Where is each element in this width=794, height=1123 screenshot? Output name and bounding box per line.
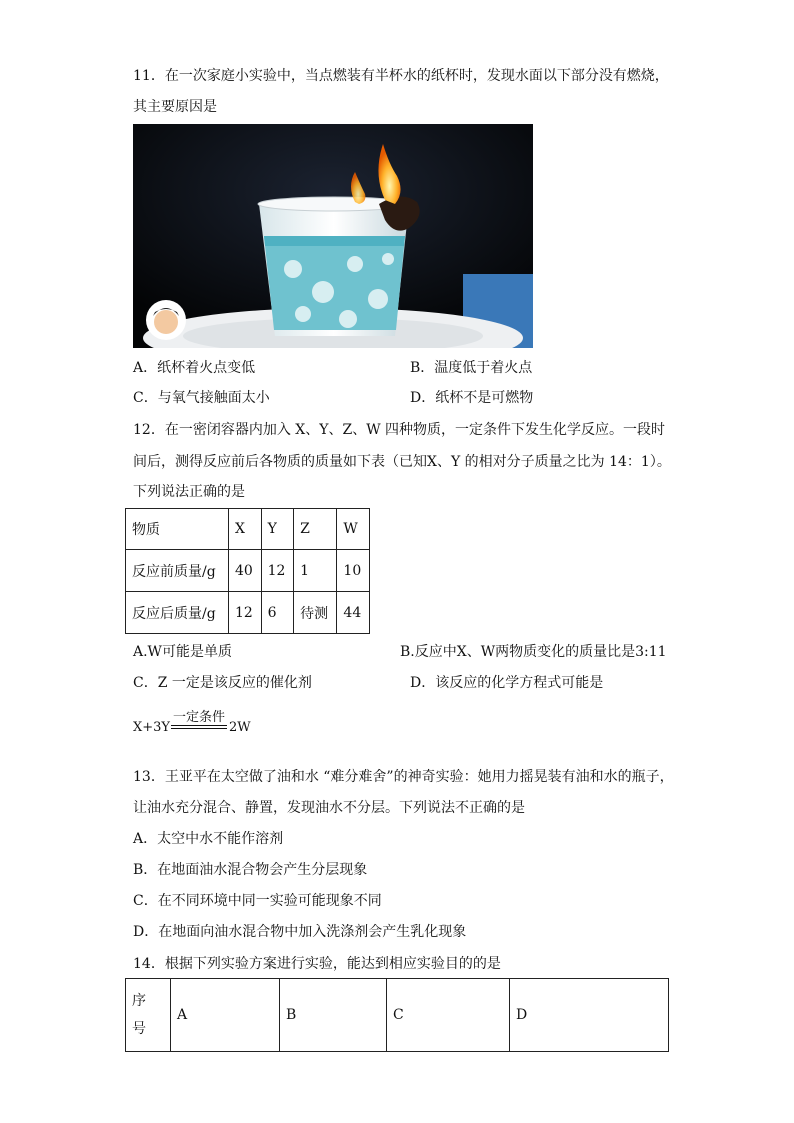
q13-option-b: B．在地面油水混合物会产生分层现象 — [133, 862, 368, 878]
reactants: X+3Y — [133, 720, 171, 735]
reaction-condition: 一定条件 — [173, 710, 226, 725]
serial-label-top: 序 — [132, 993, 146, 1009]
table-cell-serial — [126, 979, 171, 1052]
q12-stem-line2: 间后，测得反应前后各物质的质量如下表（已知X、Y 的相对分子质量之比为 14：1）。 — [133, 454, 671, 470]
table-row — [126, 550, 370, 592]
table-cell: Z — [294, 509, 337, 550]
table-cell: X — [229, 509, 262, 550]
q13-option-a: A．太空中水不能作溶剂 — [133, 831, 284, 847]
q13-stem-line2: 让油水充分混合、静置，发现油水不分层。下列说法不正确的是 — [133, 800, 525, 816]
q13-option-c: C．在不同环境中同一实验可能现象不同 — [133, 893, 382, 909]
table-cell: 40 — [229, 550, 262, 592]
table-cell: 反应前质量/g — [126, 550, 229, 592]
equals-bar-bottom — [171, 728, 227, 729]
q14-stem: 14．根据下列实验方案进行实验，能达到相应实验目的的是 — [133, 956, 501, 972]
table-cell: A — [171, 979, 280, 1052]
equals-bar-top — [171, 725, 227, 726]
table-cell: Y — [261, 509, 294, 550]
q12-option-b: B.反应中X、W两物质变化的质量比是3:11 — [400, 644, 667, 660]
table-cell: 44 — [337, 592, 370, 634]
q12-chemical-equation — [133, 706, 263, 746]
q11-stem-line1: 11．在一次家庭小实验中，当点燃装有半杯水的纸杯时，发现水面以下部分没有燃烧， — [133, 68, 669, 84]
q12-option-d: D．该反应的化学方程式可能是 — [410, 675, 604, 691]
table-cell: 12 — [229, 592, 262, 634]
table-row — [126, 592, 370, 634]
table-cell: 12 — [261, 550, 294, 592]
serial-label-bottom: 号 — [132, 1021, 146, 1037]
q13-option-d: D．在地面向油水混合物中加入洗涤剂会产生乳化现象 — [133, 924, 467, 940]
q12-option-c: C．Z 一定是该反应的催化剂 — [133, 675, 312, 691]
q11-option-b: B．温度低于着火点 — [410, 360, 533, 376]
burning-paper-cup-illustration — [133, 124, 533, 348]
burning-paper-cup-photo — [133, 124, 533, 348]
q12-mass-table — [125, 508, 370, 634]
table-cell: 6 — [261, 592, 294, 634]
products: 2W — [229, 720, 251, 735]
table-cell: 10 — [337, 550, 370, 592]
table-cell: 反应后质量/g — [126, 592, 229, 634]
q11-option-a: A．纸杯着火点变低 — [133, 360, 256, 376]
q11-stem-line2: 其主要原因是 — [133, 99, 217, 115]
q14-table — [125, 978, 669, 1052]
table-cell: 待测 — [294, 592, 337, 634]
q12-option-a: A.W可能是单质 — [133, 644, 232, 660]
q11-option-d: D．纸杯不是可燃物 — [410, 390, 534, 406]
table-cell: D — [510, 979, 669, 1052]
table-cell: W — [337, 509, 370, 550]
table-header-row — [126, 979, 669, 1052]
table-cell: 物质 — [126, 509, 229, 550]
table-cell: B — [280, 979, 387, 1052]
table-cell: 1 — [294, 550, 337, 592]
q12-stem-line1: 12．在一密闭容器内加入 X、Y、Z、W 四种物质，一定条件下发生化学反应。一段时 — [133, 422, 666, 438]
q11-option-c: C．与氧气接触面太小 — [133, 390, 270, 406]
q12-stem-line3: 下列说法正确的是 — [133, 484, 245, 500]
table-header-row — [126, 509, 370, 550]
table-cell: C — [387, 979, 510, 1052]
q13-stem-line1: 13．王亚平在太空做了油和水 “难分难舍”的神奇实验：她用力摇晃装有油和水的瓶子， — [133, 769, 674, 785]
